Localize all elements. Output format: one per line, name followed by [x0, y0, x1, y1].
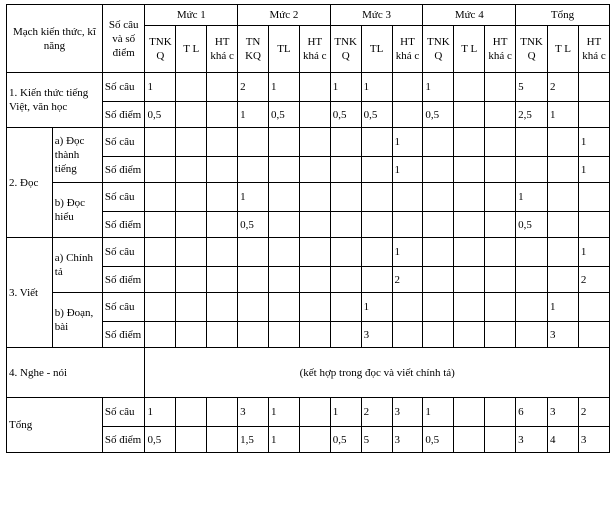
- header-sub-m2-2: HT khá c: [299, 26, 330, 73]
- nghe-noi-note: (kết hợp trong đọc và viết chính tả): [145, 348, 610, 398]
- cell-viet-b-cau-11: [485, 293, 516, 322]
- cell-viet-a-diem-2: [207, 267, 238, 293]
- cell-viet-a-diem-0: [145, 267, 176, 293]
- cell-viet-b-diem-9: [423, 322, 454, 348]
- cell-tong-cau-0: 1: [145, 398, 176, 427]
- cell-doc-b-diem-3: 0,5: [238, 212, 269, 238]
- cell-viet-b-cau-14: [578, 293, 609, 322]
- cell-tong-diem-1: [176, 427, 207, 453]
- cell-doc-a-diem-2: [207, 157, 238, 183]
- test-matrix-table: [6, 4, 610, 453]
- cell-tong-diem-13: 4: [548, 427, 579, 453]
- cell-kt-diem-11: [485, 102, 516, 128]
- cell-tong-diem-8: 3: [392, 427, 423, 453]
- row-label-viet-b: b) Đoạn, bài: [52, 293, 102, 348]
- cell-viet-b-cau-5: [299, 293, 330, 322]
- cell-doc-a-cau-9: [423, 128, 454, 157]
- table-row-viet-a-cau: [7, 238, 610, 267]
- cell-doc-b-diem-10: [454, 212, 485, 238]
- cell-kt-diem-12: 2,5: [516, 102, 548, 128]
- cell-doc-b-diem-11: [485, 212, 516, 238]
- cell-kt-diem-1: [176, 102, 207, 128]
- cell-viet-a-diem-7: [361, 267, 392, 293]
- cell-kt-cau-5: [299, 73, 330, 102]
- cell-doc-b-cau-11: [485, 183, 516, 212]
- cell-tong-cau-2: [207, 398, 238, 427]
- measure-so-diem: Số điểm: [102, 157, 145, 183]
- cell-viet-a-cau-12: [516, 238, 548, 267]
- cell-viet-a-diem-5: [299, 267, 330, 293]
- cell-viet-b-cau-9: [423, 293, 454, 322]
- measure-so-diem: Số điểm: [102, 267, 145, 293]
- header-level-1: Mức 1: [145, 5, 238, 26]
- row-label-tong: Tổng: [7, 398, 103, 453]
- cell-viet-b-diem-3: [238, 322, 269, 348]
- cell-kt-cau-3: 2: [238, 73, 269, 102]
- cell-doc-a-diem-3: [238, 157, 269, 183]
- cell-doc-b-cau-0: [145, 183, 176, 212]
- cell-kt-diem-14: [578, 102, 609, 128]
- cell-viet-b-cau-4: [268, 293, 299, 322]
- measure-so-diem: Số điểm: [102, 427, 145, 453]
- cell-tong-diem-3: 1,5: [238, 427, 269, 453]
- table-row-doc-a-cau: [7, 128, 610, 157]
- cell-doc-a-cau-0: [145, 128, 176, 157]
- measure-so-cau: Số câu: [102, 183, 145, 212]
- table-row-tong-cau: [7, 398, 610, 427]
- cell-viet-b-diem-4: [268, 322, 299, 348]
- cell-viet-a-diem-10: [454, 267, 485, 293]
- cell-doc-a-cau-3: [238, 128, 269, 157]
- cell-doc-a-cau-5: [299, 128, 330, 157]
- cell-viet-b-cau-7: 1: [361, 293, 392, 322]
- cell-viet-a-cau-14: 1: [578, 238, 609, 267]
- cell-doc-b-diem-9: [423, 212, 454, 238]
- cell-viet-b-diem-12: [516, 322, 548, 348]
- cell-kt-cau-0: 1: [145, 73, 176, 102]
- header-level-2: Mức 2: [238, 5, 331, 26]
- header-sub-m4-1: T L: [454, 26, 485, 73]
- header-sub-total-2: HT khá c: [578, 26, 609, 73]
- cell-tong-diem-7: 5: [361, 427, 392, 453]
- cell-viet-b-cau-0: [145, 293, 176, 322]
- header-sub-m4-2: HT khá c: [485, 26, 516, 73]
- cell-doc-b-cau-8: [392, 183, 423, 212]
- header-measure: Số câu và số điểm: [102, 5, 145, 73]
- cell-viet-b-diem-2: [207, 322, 238, 348]
- cell-viet-b-diem-13: 3: [548, 322, 579, 348]
- cell-doc-a-cau-1: [176, 128, 207, 157]
- cell-tong-cau-7: 2: [361, 398, 392, 427]
- cell-kt-diem-9: 0,5: [423, 102, 454, 128]
- cell-doc-a-diem-1: [176, 157, 207, 183]
- cell-viet-a-cau-10: [454, 238, 485, 267]
- cell-viet-a-diem-3: [238, 267, 269, 293]
- cell-viet-b-cau-12: [516, 293, 548, 322]
- header-sub-m1-2: HT khá c: [207, 26, 238, 73]
- cell-kt-diem-13: 1: [548, 102, 579, 128]
- cell-kt-cau-13: 2: [548, 73, 579, 102]
- cell-doc-a-diem-12: [516, 157, 548, 183]
- cell-doc-b-diem-12: 0,5: [516, 212, 548, 238]
- cell-kt-diem-10: [454, 102, 485, 128]
- cell-viet-a-cau-8: 1: [392, 238, 423, 267]
- cell-viet-b-cau-10: [454, 293, 485, 322]
- measure-so-cau: Số câu: [102, 238, 145, 267]
- cell-kt-cau-6: 1: [330, 73, 361, 102]
- cell-kt-cau-7: 1: [361, 73, 392, 102]
- cell-viet-a-diem-11: [485, 267, 516, 293]
- measure-so-diem: Số điểm: [102, 212, 145, 238]
- measure-so-cau: Số câu: [102, 128, 145, 157]
- cell-doc-b-diem-5: [299, 212, 330, 238]
- cell-viet-a-cau-5: [299, 238, 330, 267]
- cell-tong-diem-14: 3: [578, 427, 609, 453]
- cell-doc-b-cau-13: [548, 183, 579, 212]
- measure-so-cau: Số câu: [102, 73, 145, 102]
- cell-tong-cau-12: 6: [516, 398, 548, 427]
- cell-viet-a-diem-4: [268, 267, 299, 293]
- cell-doc-a-diem-6: [330, 157, 361, 183]
- cell-tong-cau-5: [299, 398, 330, 427]
- cell-doc-a-diem-9: [423, 157, 454, 183]
- cell-doc-a-diem-10: [454, 157, 485, 183]
- cell-viet-a-cau-1: [176, 238, 207, 267]
- cell-doc-a-cau-7: [361, 128, 392, 157]
- cell-kt-diem-0: 0,5: [145, 102, 176, 128]
- cell-doc-b-diem-14: [578, 212, 609, 238]
- header-sub-total-1: T L: [548, 26, 579, 73]
- cell-viet-a-cau-11: [485, 238, 516, 267]
- cell-kt-diem-5: [299, 102, 330, 128]
- measure-so-cau: Số câu: [102, 398, 145, 427]
- cell-kt-cau-12: 5: [516, 73, 548, 102]
- table-row-viet-b-cau: [7, 293, 610, 322]
- header-sub-m4-0: TNK Q: [423, 26, 454, 73]
- cell-viet-b-diem-7: 3: [361, 322, 392, 348]
- header-sub-m1-1: T L: [176, 26, 207, 73]
- row-label-doc-a: a) Đọc thành tiếng: [52, 128, 102, 183]
- cell-viet-a-cau-7: [361, 238, 392, 267]
- row-label-nghe-noi: 4. Nghe - nói: [7, 348, 145, 398]
- measure-so-cau: Số câu: [102, 293, 145, 322]
- cell-doc-a-cau-2: [207, 128, 238, 157]
- cell-tong-cau-8: 3: [392, 398, 423, 427]
- cell-tong-diem-10: [454, 427, 485, 453]
- row-label-viet: 3. Viết: [7, 238, 53, 348]
- cell-doc-b-cau-2: [207, 183, 238, 212]
- cell-viet-b-cau-8: [392, 293, 423, 322]
- cell-doc-b-diem-1: [176, 212, 207, 238]
- cell-viet-b-cau-1: [176, 293, 207, 322]
- cell-viet-b-diem-10: [454, 322, 485, 348]
- cell-tong-diem-6: 0,5: [330, 427, 361, 453]
- cell-tong-diem-11: [485, 427, 516, 453]
- row-label-viet-a: a) Chính tả: [52, 238, 102, 293]
- cell-doc-b-cau-7: [361, 183, 392, 212]
- cell-doc-a-cau-10: [454, 128, 485, 157]
- cell-doc-a-diem-0: [145, 157, 176, 183]
- row-label-doc: 2. Đọc: [7, 128, 53, 238]
- cell-kt-diem-6: 0,5: [330, 102, 361, 128]
- cell-viet-b-diem-8: [392, 322, 423, 348]
- header-sub-total-0: TNK Q: [516, 26, 548, 73]
- header-sub-m2-1: TL: [268, 26, 299, 73]
- header-row-levels: [7, 5, 610, 26]
- cell-tong-cau-14: 2: [578, 398, 609, 427]
- cell-kt-diem-2: [207, 102, 238, 128]
- cell-doc-b-diem-8: [392, 212, 423, 238]
- cell-tong-diem-9: 0,5: [423, 427, 454, 453]
- cell-viet-a-cau-0: [145, 238, 176, 267]
- header-level-3: Mức 3: [330, 5, 423, 26]
- cell-viet-a-diem-1: [176, 267, 207, 293]
- cell-doc-b-cau-9: [423, 183, 454, 212]
- cell-tong-cau-6: 1: [330, 398, 361, 427]
- cell-tong-cau-3: 3: [238, 398, 269, 427]
- cell-doc-a-cau-13: [548, 128, 579, 157]
- cell-kt-cau-10: [454, 73, 485, 102]
- cell-viet-a-cau-2: [207, 238, 238, 267]
- header-total: Tổng: [516, 5, 610, 26]
- cell-viet-a-diem-8: 2: [392, 267, 423, 293]
- cell-doc-b-diem-13: [548, 212, 579, 238]
- cell-tong-diem-0: 0,5: [145, 427, 176, 453]
- cell-doc-a-diem-8: 1: [392, 157, 423, 183]
- cell-viet-b-cau-2: [207, 293, 238, 322]
- cell-doc-a-cau-4: [268, 128, 299, 157]
- cell-tong-diem-5: [299, 427, 330, 453]
- cell-kt-diem-4: 0,5: [268, 102, 299, 128]
- cell-doc-b-diem-7: [361, 212, 392, 238]
- measure-so-diem: Số điểm: [102, 322, 145, 348]
- cell-doc-a-diem-13: [548, 157, 579, 183]
- header-sub-m3-2: HT khá c: [392, 26, 423, 73]
- cell-tong-cau-11: [485, 398, 516, 427]
- header-topic: Mạch kiến thức, kĩ năng: [7, 5, 103, 73]
- cell-doc-a-diem-11: [485, 157, 516, 183]
- cell-viet-b-diem-1: [176, 322, 207, 348]
- cell-viet-b-diem-5: [299, 322, 330, 348]
- cell-kt-cau-1: [176, 73, 207, 102]
- cell-tong-diem-2: [207, 427, 238, 453]
- cell-doc-b-cau-6: [330, 183, 361, 212]
- cell-doc-b-cau-4: [268, 183, 299, 212]
- header-sub-m3-0: TNK Q: [330, 26, 361, 73]
- cell-doc-b-cau-10: [454, 183, 485, 212]
- cell-doc-b-diem-0: [145, 212, 176, 238]
- cell-doc-b-cau-14: [578, 183, 609, 212]
- cell-doc-b-diem-4: [268, 212, 299, 238]
- cell-kt-cau-4: 1: [268, 73, 299, 102]
- cell-viet-b-diem-14: [578, 322, 609, 348]
- cell-doc-b-cau-1: [176, 183, 207, 212]
- cell-doc-a-cau-14: 1: [578, 128, 609, 157]
- cell-kt-diem-3: 1: [238, 102, 269, 128]
- cell-viet-a-diem-13: [548, 267, 579, 293]
- cell-doc-b-diem-6: [330, 212, 361, 238]
- cell-viet-a-cau-4: [268, 238, 299, 267]
- cell-tong-cau-9: 1: [423, 398, 454, 427]
- cell-viet-a-cau-13: [548, 238, 579, 267]
- cell-viet-a-diem-9: [423, 267, 454, 293]
- cell-viet-b-cau-13: 1: [548, 293, 579, 322]
- cell-viet-a-cau-9: [423, 238, 454, 267]
- header-level-4: Mức 4: [423, 5, 516, 26]
- table-row-nghe-noi: [7, 348, 610, 398]
- measure-so-diem: Số điểm: [102, 102, 145, 128]
- cell-kt-cau-8: [392, 73, 423, 102]
- row-label-kien-thuc: 1. Kiến thức tiếng Việt, văn học: [7, 73, 103, 128]
- cell-doc-a-diem-7: [361, 157, 392, 183]
- cell-tong-cau-4: 1: [268, 398, 299, 427]
- cell-viet-b-diem-0: [145, 322, 176, 348]
- cell-doc-a-diem-4: [268, 157, 299, 183]
- cell-doc-b-cau-5: [299, 183, 330, 212]
- table-row-doc-b-cau: [7, 183, 610, 212]
- cell-tong-diem-12: 3: [516, 427, 548, 453]
- cell-viet-b-diem-6: [330, 322, 361, 348]
- row-label-doc-b: b) Đọc hiểu: [52, 183, 102, 238]
- cell-tong-cau-1: [176, 398, 207, 427]
- cell-doc-a-cau-8: 1: [392, 128, 423, 157]
- cell-doc-a-diem-5: [299, 157, 330, 183]
- header-sub-m3-1: TL: [361, 26, 392, 73]
- cell-doc-a-diem-14: 1: [578, 157, 609, 183]
- cell-doc-b-diem-2: [207, 212, 238, 238]
- cell-doc-a-cau-12: [516, 128, 548, 157]
- header-sub-m1-0: TNK Q: [145, 26, 176, 73]
- cell-doc-b-cau-3: 1: [238, 183, 269, 212]
- cell-viet-a-diem-6: [330, 267, 361, 293]
- header-sub-m2-0: TN KQ: [238, 26, 269, 73]
- cell-tong-cau-13: 3: [548, 398, 579, 427]
- cell-kt-cau-2: [207, 73, 238, 102]
- cell-kt-cau-11: [485, 73, 516, 102]
- cell-doc-a-cau-11: [485, 128, 516, 157]
- cell-tong-diem-4: 1: [268, 427, 299, 453]
- cell-viet-a-diem-14: 2: [578, 267, 609, 293]
- table-row-kien-thuc-cau: [7, 73, 610, 102]
- cell-kt-diem-7: 0,5: [361, 102, 392, 128]
- cell-viet-b-cau-3: [238, 293, 269, 322]
- cell-kt-diem-8: [392, 102, 423, 128]
- cell-viet-b-diem-11: [485, 322, 516, 348]
- cell-tong-cau-10: [454, 398, 485, 427]
- cell-viet-b-cau-6: [330, 293, 361, 322]
- cell-doc-a-cau-6: [330, 128, 361, 157]
- cell-viet-a-cau-3: [238, 238, 269, 267]
- cell-kt-cau-14: [578, 73, 609, 102]
- cell-doc-b-cau-12: 1: [516, 183, 548, 212]
- cell-viet-a-cau-6: [330, 238, 361, 267]
- cell-viet-a-diem-12: [516, 267, 548, 293]
- cell-kt-cau-9: 1: [423, 73, 454, 102]
